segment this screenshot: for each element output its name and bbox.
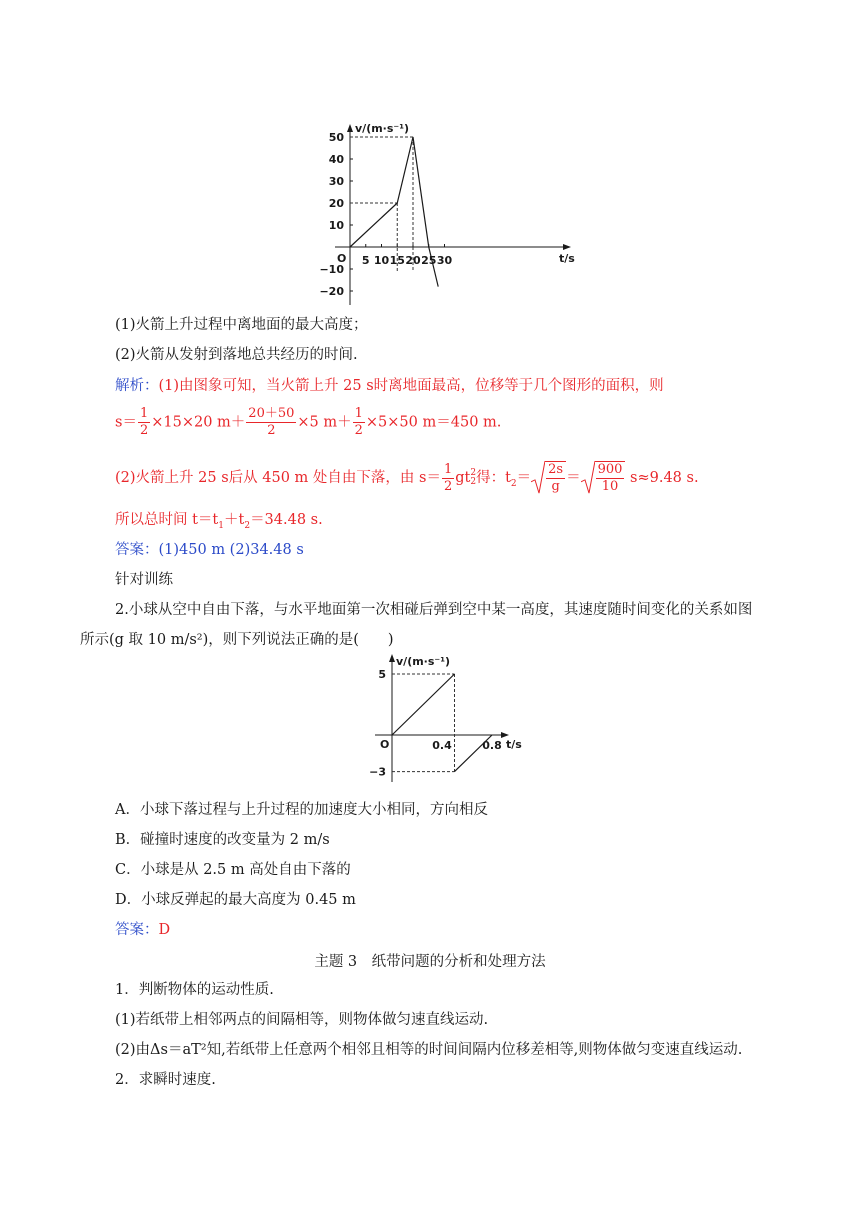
velocity-time-chart-1: [315, 120, 585, 310]
total-time-line: 所以总时间 $t=t_1+t_2=34.48$ s.: [115, 512, 323, 531]
answer-2-label: 答案：: [115, 922, 159, 938]
analysis-line-1: [115, 376, 664, 396]
x-tick-label: 20: [405, 254, 421, 267]
y-tick-label: −20: [319, 285, 344, 298]
option-c: C．小球是从 2.5 m 高处自由下落的: [115, 862, 351, 878]
x-axis-arrow: [563, 244, 571, 250]
topic-3-item-1b: (2)由Δs＝aT²知,若纸带上任意两个相邻且相等的时间间隔内位移差相等,则物体做匀变速直线运动.: [115, 1042, 743, 1058]
x-axis-label: t/s: [559, 252, 575, 265]
question-2: (2)火箭从发射到落地总共经历的时间.: [115, 347, 358, 363]
x-tick-label: 25: [421, 254, 437, 267]
y-tick-label: −3: [369, 765, 386, 779]
y-tick-label: 20: [328, 197, 344, 210]
training-heading: 针对训练: [115, 572, 173, 588]
y-axis-label: v/(m·s⁻¹): [396, 655, 451, 668]
x-tick-label: 10: [373, 254, 390, 267]
answer-2: [115, 920, 170, 940]
velocity-segment-2: [455, 735, 493, 772]
y-axis-arrow: [347, 124, 353, 132]
y-tick-label: −10: [319, 263, 344, 276]
x-tick-label: 5: [361, 254, 370, 267]
origin-label: O: [380, 738, 390, 751]
equation-2: (2)火箭上升 25 s后从 450 m 处自由下落，由 s＝ $\frac{1}{2}$ gt 2 2 得：$t_2=$ $\frac{2s}{g}$ ＝ $\frac{900}{10}$ s≈9.48 s.: [115, 461, 699, 494]
velocity-time-chart-2: [360, 650, 530, 785]
topic-3-item-1a: (1)若纸带上相邻两点的间隔相等，则物体做匀速直线运动.: [115, 1012, 489, 1028]
answer-2-text: D: [158, 922, 171, 938]
question-1: (1)火箭上升过程中离地面的最大高度；: [115, 317, 368, 333]
y-axis-arrow: [389, 654, 395, 662]
analysis-label: 解析：: [115, 378, 159, 394]
topic-3-item-1: 1．判断物体的运动性质.: [115, 982, 274, 998]
y-tick-label: 50: [328, 131, 344, 144]
x-tick-label: 30: [436, 254, 453, 267]
x-axis-label: t/s: [506, 738, 522, 751]
analysis-text: (1)由图象可知，当火箭上升 25 s时离地面最高，位移等于几个图形的面积，则: [158, 378, 664, 394]
x-tick-label: 0.8: [482, 739, 502, 752]
velocity-segment-1: [392, 674, 455, 735]
x-tick-label: 15: [389, 254, 405, 267]
x-tick-label: 0.4: [432, 739, 452, 752]
answer-text: (1)450 m (2)34.48 s: [158, 542, 304, 558]
origin-label: O: [337, 252, 347, 265]
problem-2-line-1: 2.小球从空中自由下落，与水平地面第一次相碰后弹到空中某一高度，其速度随时间变化的关系如图: [115, 602, 753, 618]
y-tick-label: 30: [328, 175, 344, 188]
answer-1: [115, 540, 304, 560]
y-tick-label: 5: [378, 668, 386, 681]
topic-3-heading: 主题 3 纸带问题的分析和处理方法: [314, 954, 546, 970]
problem-2-line-2: 所示(g 取 10 m/s²)，则下列说法正确的是( ): [80, 632, 394, 648]
option-b: B．碰撞时速度的改变量为 2 m/s: [115, 832, 330, 848]
equation-1: s＝ $\frac{1}{2}$ ×15×20 m＋ $\frac{20+50}{2}$ ×5 m＋ $\frac{1}{2}$ ×5×50 m＝450 m.: [115, 406, 502, 438]
y-tick-label: 10: [328, 219, 344, 232]
answer-label: 答案：: [115, 542, 159, 558]
y-axis-label: v/(m·s⁻¹): [355, 122, 410, 135]
option-a: A．小球下落过程与上升过程的加速度大小相同，方向相反: [115, 802, 488, 818]
option-d: D．小球反弹起的最大高度为 0.45 m: [115, 892, 356, 908]
topic-3-item-2: 2．求瞬时速度.: [115, 1072, 216, 1088]
y-tick-label: 40: [328, 153, 344, 166]
